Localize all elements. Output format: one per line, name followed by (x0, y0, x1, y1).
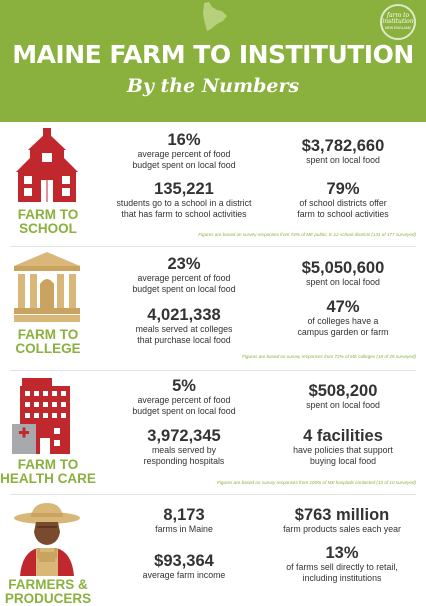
section-farm-to-college (0, 246, 426, 370)
category-label: FARM TO SCHOOL (17, 207, 79, 236)
header-banner (0, 0, 426, 122)
category-label: FARM TO HEALTH CARE (0, 457, 96, 486)
farmer-icon (12, 500, 82, 576)
page-title: MAINE FARM TO INSTITUTION (12, 40, 414, 69)
college-building-icon (14, 252, 80, 322)
stat-direct-sales: 13% of farms sell directly to retail, including institutions (286, 544, 398, 583)
survey-footnote: Figures are based on survey responses from 72% of ME colleges (18 of 25 surveyed) (242, 354, 416, 359)
stat-budget-percent: 16% average percent of food budget spent on local food (132, 131, 236, 170)
section-farm-to-school (0, 122, 426, 246)
survey-footnote: Figures are based on survey responses from 74% of ME public, K-12 school districts (131 of 177 surveyed) (198, 232, 416, 237)
page-subtitle: By the Numbers (126, 75, 300, 97)
stat-farm-sales: $763 million farm products sales each year (283, 506, 401, 534)
stat-farm-income: $93,364 average farm income (142, 552, 226, 580)
hospital-building-icon (12, 378, 78, 454)
stat-policies: 4 facilities have policies that support buying local food (293, 427, 393, 466)
stat-budget-percent: 5% average percent of food budget spent on local food (132, 377, 236, 416)
category-label: FARMERS & PRODUCERS (4, 577, 92, 606)
stat-local-spend: $508,200 spent on local food (306, 382, 380, 410)
stat-students: 135,221 students go to a school in a district that has farm to school activities (116, 180, 252, 219)
category-label: FARM TO COLLEGE (15, 327, 81, 356)
stat-local-spend: $3,782,660 spent on local food (301, 137, 385, 165)
schoolhouse-icon (14, 128, 80, 202)
section-farmers-producers (0, 494, 426, 606)
stat-budget-percent: 23% average percent of food budget spent on local food (132, 255, 236, 294)
maine-map-icon (195, 2, 229, 32)
stat-campus-garden: 47% of colleges have a campus garden or farm (297, 298, 389, 337)
section-farm-to-health-care (0, 370, 426, 494)
survey-footnote: Figures are based on survey responses from 100% of ME hospitals contacted (10 of 10 surveyed) (217, 480, 416, 485)
farm-to-institution-logo: farm to institution NEW ENGLAND (380, 4, 416, 40)
stat-districts: 79% of school districts offer farm to school activities (297, 180, 389, 219)
stat-meals-served: 4,021,338 meals served at colleges that purchase local food (135, 306, 233, 345)
stat-local-spend: $5,050,600 spent on local food (301, 259, 385, 287)
stat-meals-served: 3,972,345 meals served by responding hospitals (143, 427, 225, 466)
stat-farm-count: 8,173 farms in Maine (155, 506, 213, 534)
